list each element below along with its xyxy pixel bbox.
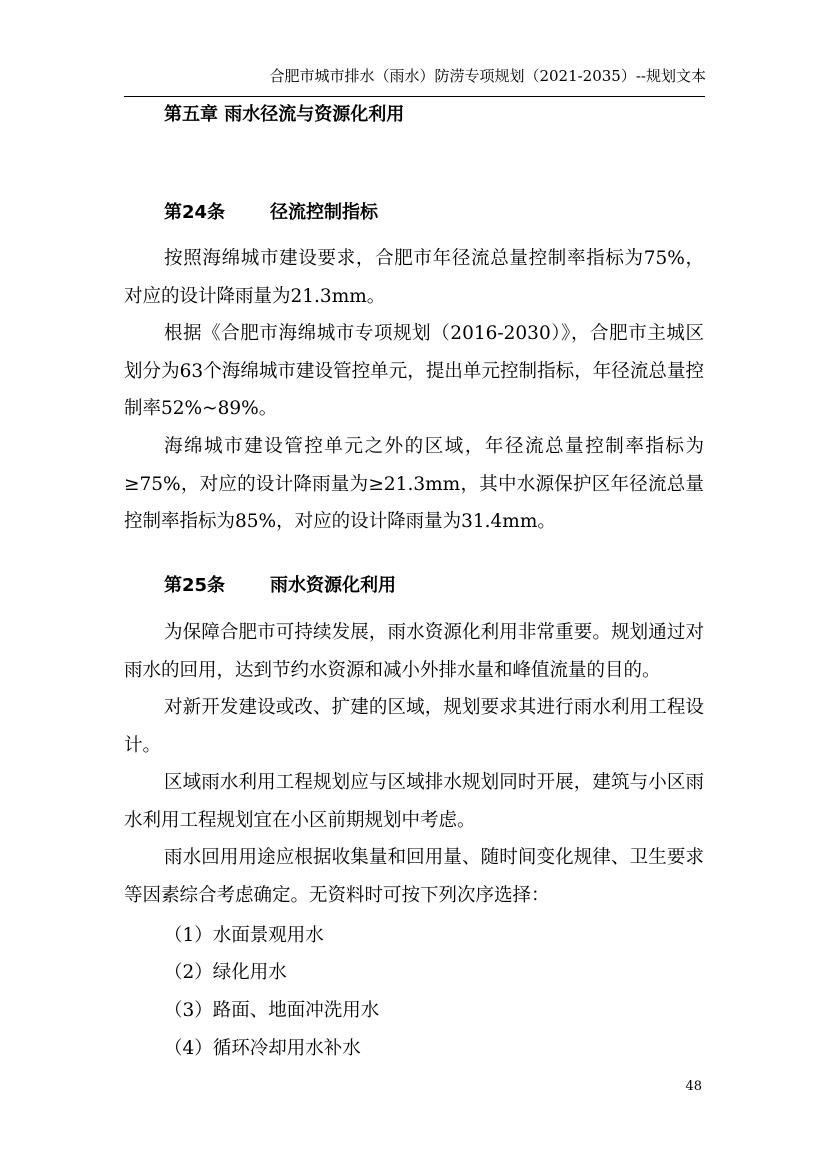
list-item: （2）绿化用水 bbox=[164, 962, 287, 983]
article-number: 第25条 bbox=[164, 575, 226, 596]
article-heading-25 bbox=[164, 572, 396, 600]
paragraph: 区域雨水利用工程规划应与区域排水规划同时开展，建筑与小区雨水利用工程规划宜在小区前期规划中考虑。 bbox=[124, 772, 704, 831]
header-title: 合肥市城市排水（雨水）防涝专项规划（2021-2035）--规划文本 bbox=[269, 67, 706, 85]
article-number: 第24条 bbox=[164, 202, 226, 223]
list-item: （3）路面、地面冲洗用水 bbox=[164, 1000, 380, 1021]
chapter-title: 第五章 雨水径流与资源化利用 bbox=[164, 104, 405, 125]
paragraph: 海绵城市建设管控单元之外的区域，年径流总量控制率指标为≥75%，对应的设计降雨量为≥21.3mm，其中水源保护区年径流总量控制率指标为85%，对应的设计降雨量为31.4mm。 bbox=[124, 436, 704, 532]
paragraph: 雨水回用用途应根据收集量和回用量、随时间变化规律、卫生要求等因素综合考虑确定。无资料时可按下列次序选择： bbox=[124, 847, 704, 906]
paragraph: 对新开发建设或改、扩建的区域，规划要求其进行雨水利用工程设计。 bbox=[124, 697, 704, 756]
article-heading-24 bbox=[164, 199, 378, 227]
paragraph: 为保障合肥市可持续发展，雨水资源化利用非常重要。规划通过对雨水的回用，达到节约水资源和减小外排水量和峰值流量的目的。 bbox=[124, 622, 704, 681]
article-title: 雨水资源化利用 bbox=[270, 575, 396, 596]
page-number: 48 bbox=[685, 1079, 702, 1094]
list-item: （4）循环冷却用水补水 bbox=[164, 1038, 361, 1059]
article-title: 径流控制指标 bbox=[270, 202, 378, 223]
paragraph: 根据《合肥市海绵城市专项规划（2016-2030）》，合肥市主城区划分为63个海绵城市建设管控单元，提出单元控制指标，年径流总量控制率52%~89%。 bbox=[124, 323, 704, 419]
list-item: （1）水面景观用水 bbox=[164, 925, 324, 946]
header-divider bbox=[124, 96, 705, 97]
paragraph: 按照海绵城市建设要求，合肥市年径流总量控制率指标为75%，对应的设计降雨量为21.3mm。 bbox=[124, 248, 704, 307]
